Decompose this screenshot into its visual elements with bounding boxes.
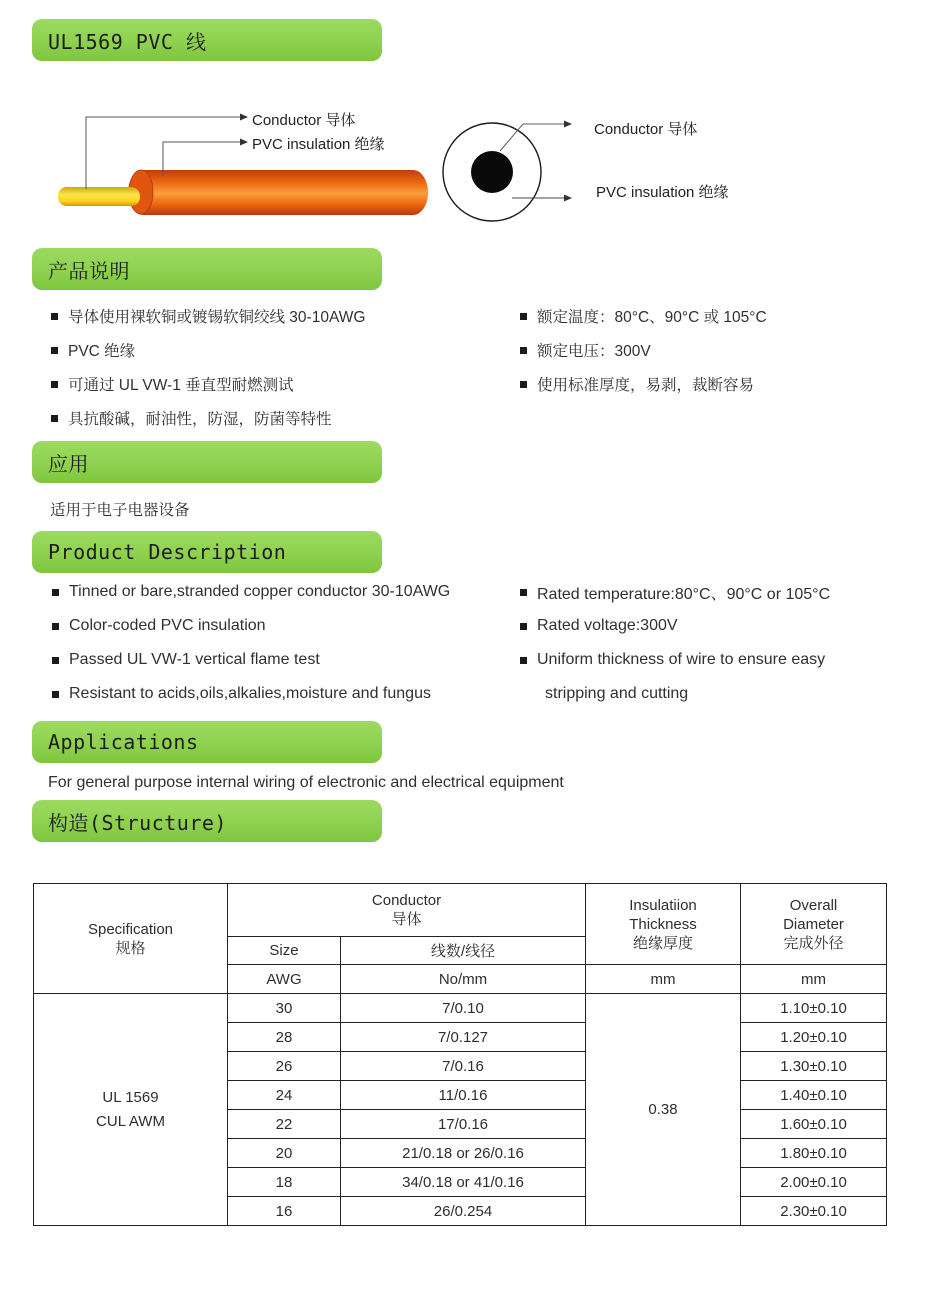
bullet-item [520, 299, 767, 333]
bullet-item [520, 333, 767, 367]
cross-conductor-label: Conductor 导体 [594, 121, 698, 138]
bullet-icon [52, 657, 59, 664]
awg-cell: 26 [228, 1052, 341, 1081]
od-cell: 2.30±0.10 [741, 1197, 887, 1226]
bullet-icon [520, 589, 527, 596]
header-insulation-thickness: Insulatiion Thickness 绝缘厚度 [586, 884, 741, 965]
bullet-item [52, 609, 450, 643]
bullet-item [52, 643, 450, 677]
bullet-text: Resistant to acids,oils,alkalies,moisture and fungus [69, 685, 431, 702]
insulation-thickness-cell: 0.38 [586, 994, 741, 1226]
bullet-icon [51, 381, 58, 388]
bullet-text: Rated temperature:80°C、90°C or 105°C [537, 585, 831, 603]
od-cell: 1.10±0.10 [741, 994, 887, 1023]
bullet-text: 导体使用裸软铜或镀锡软铜绞线 30-10AWG [68, 309, 366, 326]
wire-cross-section [443, 121, 572, 222]
header-size: Size [228, 937, 341, 965]
bullet-text: 可通过 UL VW-1 垂直型耐燃测试 [68, 377, 294, 394]
section-banner-desc-cn [32, 248, 382, 290]
bullet-text: 额定电压：300V [537, 343, 651, 360]
desc-en-right-list [520, 575, 830, 711]
bullet-icon [52, 691, 59, 698]
conductor-core [471, 151, 513, 193]
bullet-icon [520, 381, 527, 388]
specification-table [33, 883, 887, 1226]
bullet-text: PVC 绝缘 [68, 343, 136, 360]
awg-cell: 18 [228, 1168, 341, 1197]
header-no-mm: No/mm [341, 965, 586, 994]
header-strands: 线数/线径 [341, 937, 586, 965]
bullet-continuation [520, 677, 830, 711]
section-title: Applications [48, 730, 199, 754]
bullet-icon [520, 657, 527, 664]
bullet-text: 额定温度：80°C、90°C 或 105°C [537, 309, 767, 326]
arrow-icon [564, 195, 572, 202]
bullet-icon [51, 313, 58, 320]
od-cell: 1.30±0.10 [741, 1052, 887, 1081]
section-banner-structure [32, 800, 382, 842]
bullet-item [52, 677, 450, 711]
arrow-icon [240, 139, 248, 146]
bullet-icon [51, 347, 58, 354]
app-cn-text: 适用于电子电器设备 [50, 502, 190, 519]
header-conductor: Conductor 导体 [228, 884, 586, 937]
awg-cell: 24 [228, 1081, 341, 1110]
bullet-icon [51, 415, 58, 422]
bullet-icon [520, 313, 527, 320]
bullet-text: Tinned or bare,stranded copper conductor 30-10AWG [69, 583, 451, 600]
no-mm-cell: 17/0.16 [341, 1110, 586, 1139]
header-unit-overall: mm [741, 965, 887, 994]
bullet-text: Uniform thickness of wire to ensure easy [537, 651, 826, 668]
od-cell: 1.20±0.10 [741, 1023, 887, 1052]
awg-cell: 22 [228, 1110, 341, 1139]
od-cell: 1.60±0.10 [741, 1110, 887, 1139]
section-title: 应用 [48, 451, 89, 476]
arrow-icon [564, 121, 572, 128]
od-cell: 2.00±0.10 [741, 1168, 887, 1197]
no-mm-cell: 7/0.127 [341, 1023, 586, 1052]
bullet-text: Color-coded PVC insulation [69, 617, 266, 634]
desc-cn-right-list [520, 299, 767, 401]
no-mm-cell: 21/0.18 or 26/0.16 [341, 1139, 586, 1168]
header-unit-insulation: mm [586, 965, 741, 994]
header-awg: AWG [228, 965, 341, 994]
side-conductor-label: Conductor 导体 [252, 112, 356, 129]
bullet-item [520, 367, 767, 401]
app-en-text: For general purpose internal wiring of electronic and electrical equipment [48, 774, 564, 791]
side-insulation-label: PVC insulation 绝缘 [252, 136, 385, 153]
no-mm-cell: 34/0.18 or 41/0.16 [341, 1168, 586, 1197]
bullet-item [51, 401, 365, 435]
page-title: UL1569 PVC 线 [48, 29, 207, 54]
bullet-text: 具抗酸碱，耐油性，防湿，防菌等特性 [68, 411, 332, 428]
desc-en-left-list [52, 575, 450, 711]
section-banner-desc-en [32, 531, 382, 573]
wire-illustration [0, 0, 941, 260]
cross-insulation-label: PVC insulation 绝缘 [596, 184, 729, 201]
header-overall-diameter: Overall Diameter 完成外径 [741, 884, 887, 965]
section-banner-app-en [32, 721, 382, 763]
bullet-item [51, 299, 365, 333]
bullet-text: stripping and cutting [545, 685, 689, 702]
conductor-rod-front [58, 187, 140, 206]
insulation-body [128, 170, 428, 215]
od-cell: 1.80±0.10 [741, 1139, 887, 1168]
spec-value-cell: UL 1569 CUL AWM [34, 994, 228, 1226]
no-mm-cell: 7/0.16 [341, 1052, 586, 1081]
od-cell: 1.40±0.10 [741, 1081, 887, 1110]
section-title: Product Description [48, 540, 287, 564]
bullet-item [520, 575, 830, 609]
awg-cell: 28 [228, 1023, 341, 1052]
bullet-item [51, 367, 365, 401]
awg-cell: 16 [228, 1197, 341, 1226]
no-mm-cell: 7/0.10 [341, 994, 586, 1023]
bullet-icon [520, 347, 527, 354]
table-row [34, 994, 887, 1023]
bullet-text: 使用标准厚度，易剥，裁断容易 [537, 377, 755, 394]
bullet-icon [52, 589, 59, 596]
no-mm-cell: 11/0.16 [341, 1081, 586, 1110]
bullet-text: Passed UL VW-1 vertical flame test [69, 651, 320, 668]
section-banner-app-cn [32, 441, 382, 483]
bullet-item [520, 609, 830, 643]
header-specification: Specification 规格 [34, 884, 228, 994]
wire-side-view [58, 114, 428, 216]
desc-cn-left-list [51, 299, 365, 435]
section-title: 构造(Structure) [48, 810, 227, 835]
arrow-icon [240, 114, 248, 121]
no-mm-cell: 26/0.254 [341, 1197, 586, 1226]
bullet-icon [52, 623, 59, 630]
bullet-item [51, 333, 365, 367]
bullet-icon [520, 623, 527, 630]
bullet-text: Rated voltage:300V [537, 617, 678, 634]
awg-cell: 20 [228, 1139, 341, 1168]
bullet-item [52, 575, 450, 609]
section-title: 产品说明 [48, 258, 130, 283]
bullet-item [520, 643, 830, 677]
awg-cell: 30 [228, 994, 341, 1023]
